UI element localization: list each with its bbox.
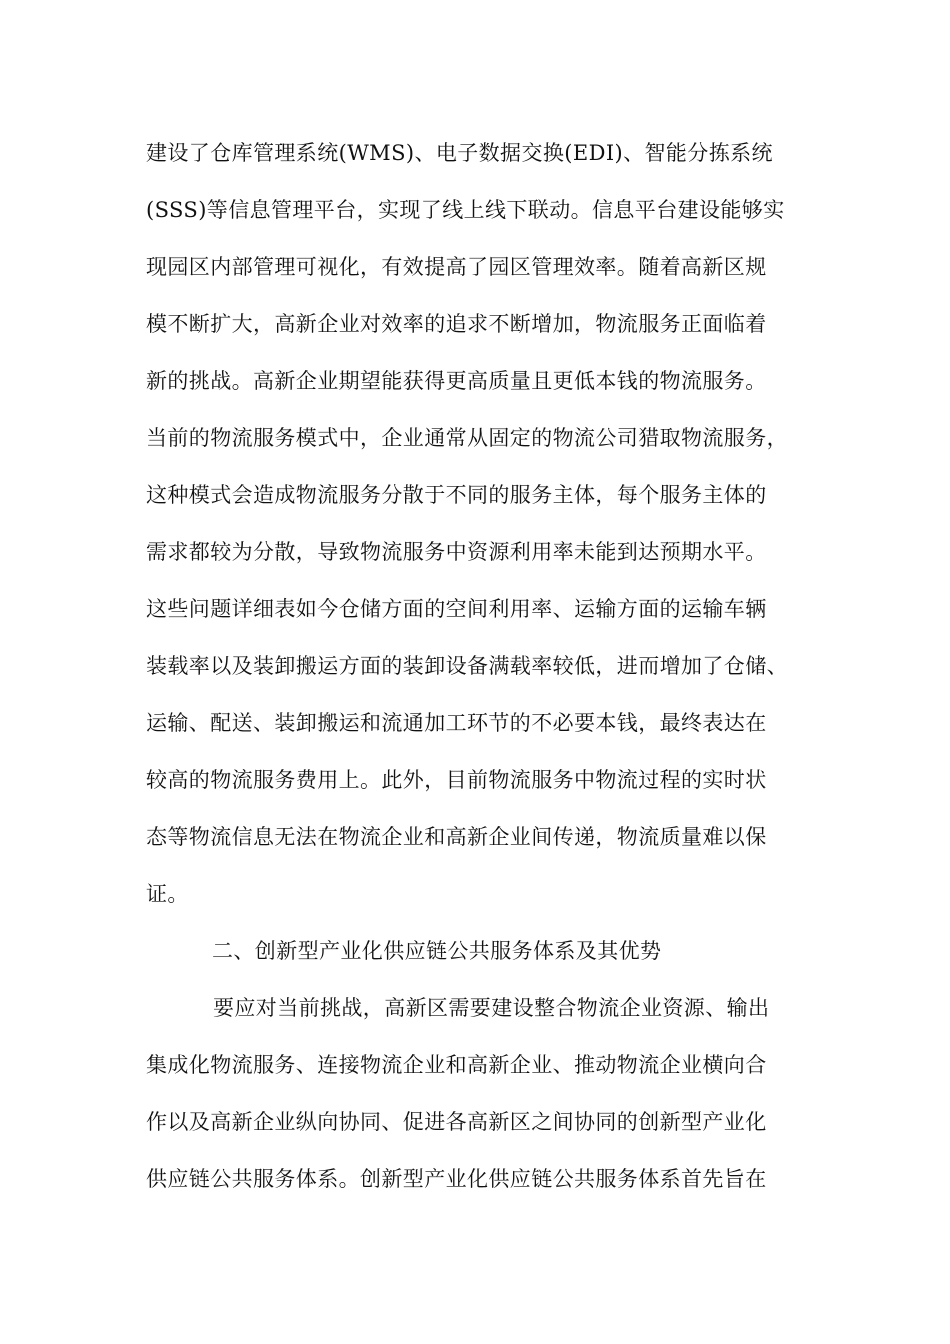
text-line: 现园区内部管理可视化，有效提高了园区管理效率。随着高新区规 [146,255,767,279]
text-line: 这种模式会造成物流服务分散于不同的服务主体，每个服务主体的 [146,483,767,507]
text-line: 供应链公共服务体系。创新型产业化供应链公共服务体系首先旨在 [146,1167,767,1191]
text-line: 当前的物流服务模式中，企业通常从固定的物流公司猎取物流服务， [146,426,788,450]
section-heading: 二、创新型产业化供应链公共服务体系及其优势 [212,939,662,963]
text-line: 要应对当前挑战，高新区需要建设整合物流企业资源、输出 [213,996,770,1020]
text-line: 运输、配送、装卸搬运和流通加工环节的不必要本钱，最终表达在 [146,711,767,735]
text-line: 态等物流信息无法在物流企业和高新企业间传递，物流质量难以保 [146,825,767,849]
text-line: (SSS)等信息管理平台，实现了线上线下联动。信息平台建设能够实 [146,198,785,222]
text-line: 需求都较为分散，导致物流服务中资源利用率未能到达预期水平。 [146,540,767,564]
text-line: 新的挑战。高新企业期望能获得更高质量且更低本钱的物流服务。 [146,369,767,393]
text-line: 模不断扩大，高新企业对效率的追求不断增加，物流服务正面临着 [146,312,767,336]
text-line: 建设了仓库管理系统(WMS)、电子数据交换(EDI)、智能分拣系统 [146,141,773,165]
text-line: 集成化物流服务、连接物流企业和高新企业、推动物流企业横向合 [146,1053,767,1077]
text-line: 这些问题详细表如今仓储方面的空间利用率、运输方面的运输车辆 [146,597,767,621]
text-line: 较高的物流服务费用上。此外，目前物流服务中物流过程的实时状 [146,768,767,792]
text-line: 作以及高新企业纵向协同、促进各高新区之间协同的创新型产业化 [146,1110,767,1134]
text-line: 装载率以及装卸搬运方面的装卸设备满载率较低，进而增加了仓储、 [146,654,788,678]
text-line: 证。 [146,882,189,906]
